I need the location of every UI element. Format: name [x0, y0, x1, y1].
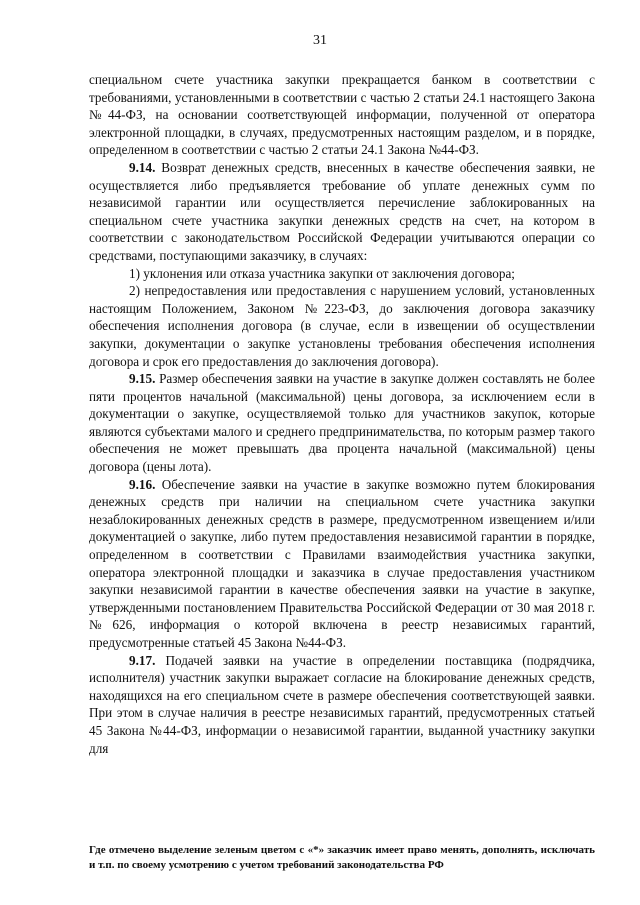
paragraph-text: Подачей заявки на участие в определении поставщика (подрядчика, исполнителя) участник закупки выражает согласие на блокирование денежных средств, находящихся на его специальном счете в размере обеспечения соответствующей заявки. При этом в случае наличия в реестре независимых гарантий, предусмотренных статьей 45 Закона №44-ФЗ, информации о независимой гарантии, выданной участнику закупки для	[89, 652, 595, 756]
section-number: 9.15.	[129, 371, 156, 387]
section-number: 9.16.	[129, 476, 156, 492]
paragraph-text: 2) непредоставления или предоставления с нарушением условий, установленных настоящим Положением, Законом №223-ФЗ, до заключения договора заказчику обеспечения исполнения договора (в случае, если в извещении об осуществлении закупки, документации о закупке установлены требования обеспечения исполнения договора и срок его предоставления до заключения договора).	[89, 283, 595, 369]
list-item	[89, 265, 595, 283]
paragraph-text: специальном счете участника закупки прекращается банком в соответствии с требованиями, установленными в соответствии с частью 2 статьи 24.1 настоящего Закона №44-ФЗ, на основании соответствующей информации, полученной от оператора электронной площадки, в случаях, предусмотренных настоящим разделом, и в порядке, определенном в соответствии с частью 2 статьи 24.1 Закона №44-ФЗ.	[89, 72, 595, 158]
paragraph-text: Размер обеспечения заявки на участие в закупке должен составлять не более пяти процентов начальной (максимальной) цены договора, за исключением если в документации о закупке, осуществляемой только для участников закупок, которые являются субъектами малого и среднего предпринимательства, по которым размер такого обеспечения не может превышать два процента начальной (максимальной) цены договора (цены лота).	[89, 371, 595, 475]
footnote: Где отмечено выделение зеленым цветом с «*» заказчик имеет право менять, дополнять, исключать и т.п. по своему усмотрению с учетом требований законодательства РФ	[89, 844, 595, 871]
paragraph	[89, 159, 595, 265]
paragraph	[89, 71, 595, 159]
list-item	[89, 282, 595, 370]
page-number: 31	[313, 33, 327, 48]
section-number: 9.14.	[129, 159, 156, 175]
section-number: 9.17.	[129, 652, 156, 668]
paragraph	[89, 370, 595, 476]
paragraph-text: Возврат денежных средств, внесенных в качестве обеспечения заявки, не осуществляется либо предъявляется требование об уплате денежных сумм по независимой гарантии или осуществляется перечисление заблокированных на специальном счете участника закупки денежных средств на счет, на котором в соответствии с законодательством Российской Федерации учитываются операции со средствами, поступающими заказчику, в случаях:	[89, 159, 595, 263]
body-text	[89, 71, 595, 757]
paragraph-text: Обеспечение заявки на участие в закупке возможно путем блокирования денежных средств при наличии на специальном счете участника закупки незаблокированных денежных средств в размере, предусмотренном извещением и/или документацией о закупке, либо путем предоставления независимой гарантии в порядке, определенном в соответствии с Правилами взаимодействия участника закупки, оператора электронной площадки и заказчика в случае предоставления участником закупки независимой гарантии в качестве обеспечения заявки на участие в закупке, утвержденными постановлением Правительства Российской Федерации от 30 мая 2018 г. №626, информация о которой включена в реестр независимых гарантий, предусмотренные статьей 45 Закона №44-ФЗ.	[89, 476, 595, 650]
paragraph-text: 1) уклонения или отказа участника закупки от заключения договора;	[129, 265, 515, 281]
paragraph	[89, 476, 595, 652]
paragraph	[89, 652, 595, 758]
